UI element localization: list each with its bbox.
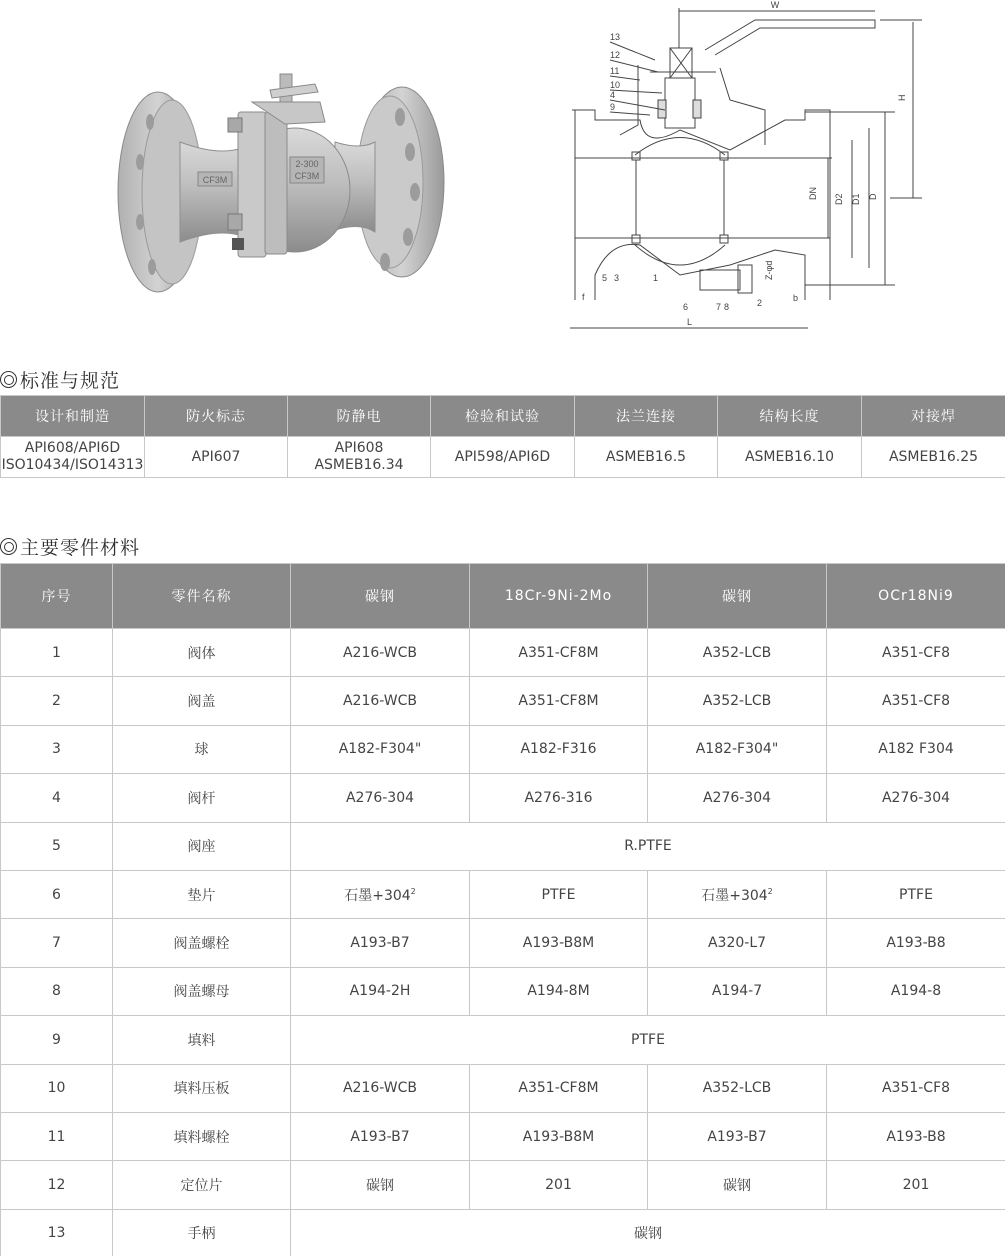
value-length: ASMEB16.10 (718, 437, 862, 478)
svg-text:CF3M: CF3M (294, 171, 320, 181)
svg-text:2: 2 (757, 298, 763, 308)
table-row: 9 填料 PTFE (1, 1016, 1005, 1064)
header-no: 序号 (1, 564, 113, 629)
header-fireproof: 防火标志 (145, 396, 288, 437)
value-antistatic: API608 ASMEB16.34 (288, 437, 431, 478)
standards-section-title: 标准与规范 (0, 366, 120, 393)
svg-text:13: 13 (610, 32, 621, 42)
svg-text:b: b (793, 293, 799, 303)
table-row: 12 定位片 碳钢 201 碳钢 201 (1, 1161, 1005, 1209)
table-row: 7 阀盖螺栓 A193-B7 A193-B8M A320-L7 A193-B8 (1, 919, 1005, 967)
double-circle-icon (0, 538, 17, 555)
value-buttweld: ASMEB16.25 (862, 437, 1005, 478)
table-row: 4 阀杆 A276-304 A276-316 A276-304 A276-304 (1, 774, 1005, 822)
merged-cell: R.PTFE (291, 822, 1005, 870)
svg-text:11: 11 (610, 66, 620, 76)
svg-text:CF3M: CF3M (202, 175, 228, 185)
svg-text:D1: D1 (851, 193, 861, 205)
header-carbon-steel: 碳钢 (291, 564, 470, 629)
merged-cell: 碳钢 (291, 1209, 1005, 1256)
header-design: 设计和制造 (1, 396, 145, 437)
svg-text:Z-φd: Z-φd (764, 260, 774, 280)
svg-text:3: 3 (614, 273, 620, 283)
table-row: 1 阀体 A216-WCB A351-CF8M A352-LCB A351-CF8 (1, 629, 1005, 677)
materials-header-row (1, 564, 1005, 629)
value-design: API608/API6D ISO10434/ISO14313 (1, 437, 145, 478)
table-row: 13 手柄 碳钢 (1, 1209, 1005, 1256)
svg-text:9: 9 (610, 102, 616, 112)
svg-text:L: L (687, 317, 693, 327)
svg-text:8: 8 (724, 302, 730, 312)
header-part-name: 零件名称 (113, 564, 291, 629)
valve-photo (110, 62, 450, 307)
merged-cell: PTFE (291, 1016, 1005, 1064)
table-row: 6 垫片 石墨$+304^2$ PTFE 石墨$+304^2$ PTFE (1, 870, 1005, 918)
svg-text:5: 5 (602, 273, 608, 283)
value-inspection: API598/API6D (431, 437, 575, 478)
table-row: 8 阀盖螺母 A194-2H A194-8M A194-7 A194-8 (1, 967, 1005, 1015)
svg-text:f: f (582, 292, 585, 302)
double-circle-icon (0, 371, 17, 388)
header-flange: 法兰连接 (575, 396, 718, 437)
svg-text:6: 6 (683, 302, 689, 312)
standards-header-row (1, 396, 1005, 437)
table-row: 5 阀座 R.PTFE (1, 822, 1005, 870)
svg-text:4: 4 (610, 90, 616, 100)
table-row: 3 球 A182-F304" A182-F316 A182-F304" A182 F304 (1, 725, 1005, 773)
value-fireproof: API607 (145, 437, 288, 478)
valve-section-drawing (550, 0, 1005, 340)
svg-text:D: D (868, 193, 878, 200)
value-flange: ASMEB16.5 (575, 437, 718, 478)
svg-text:W: W (770, 0, 780, 10)
table-row: 2 阀盖 A216-WCB A351-CF8M A352-LCB A351-CF8 (1, 677, 1005, 725)
header-length: 结构长度 (718, 396, 862, 437)
header-inspection: 检验和试验 (431, 396, 575, 437)
header-buttweld: 对接焊 (862, 396, 1005, 437)
header-carbon-steel-2: 碳钢 (648, 564, 827, 629)
materials-table (0, 563, 1005, 1256)
table-row: 11 填料螺栓 A193-B7 A193-B8M A193-B7 A193-B8 (1, 1112, 1005, 1160)
standards-value-row (1, 437, 1005, 478)
svg-text:1: 1 (653, 273, 659, 283)
table-row: 10 填料压板 A216-WCB A351-CF8M A352-LCB A351-CF8 (1, 1064, 1005, 1112)
materials-section-title: 主要零件材料 (0, 533, 140, 560)
header-antistatic: 防静电 (288, 396, 431, 437)
standards-table (0, 395, 1005, 478)
svg-text:12: 12 (610, 50, 621, 60)
svg-text:H: H (897, 94, 907, 101)
header-18cr9ni2mo: 18Cr-9Ni-2Mo (470, 564, 648, 629)
svg-text:10: 10 (610, 80, 621, 90)
svg-text:D2: D2 (834, 193, 844, 205)
header-0cr18ni9: OCr18Ni9 (827, 564, 1005, 629)
svg-text:DN: DN (808, 187, 818, 200)
svg-text:7: 7 (716, 302, 722, 312)
svg-text:2-300: 2-300 (295, 159, 319, 169)
